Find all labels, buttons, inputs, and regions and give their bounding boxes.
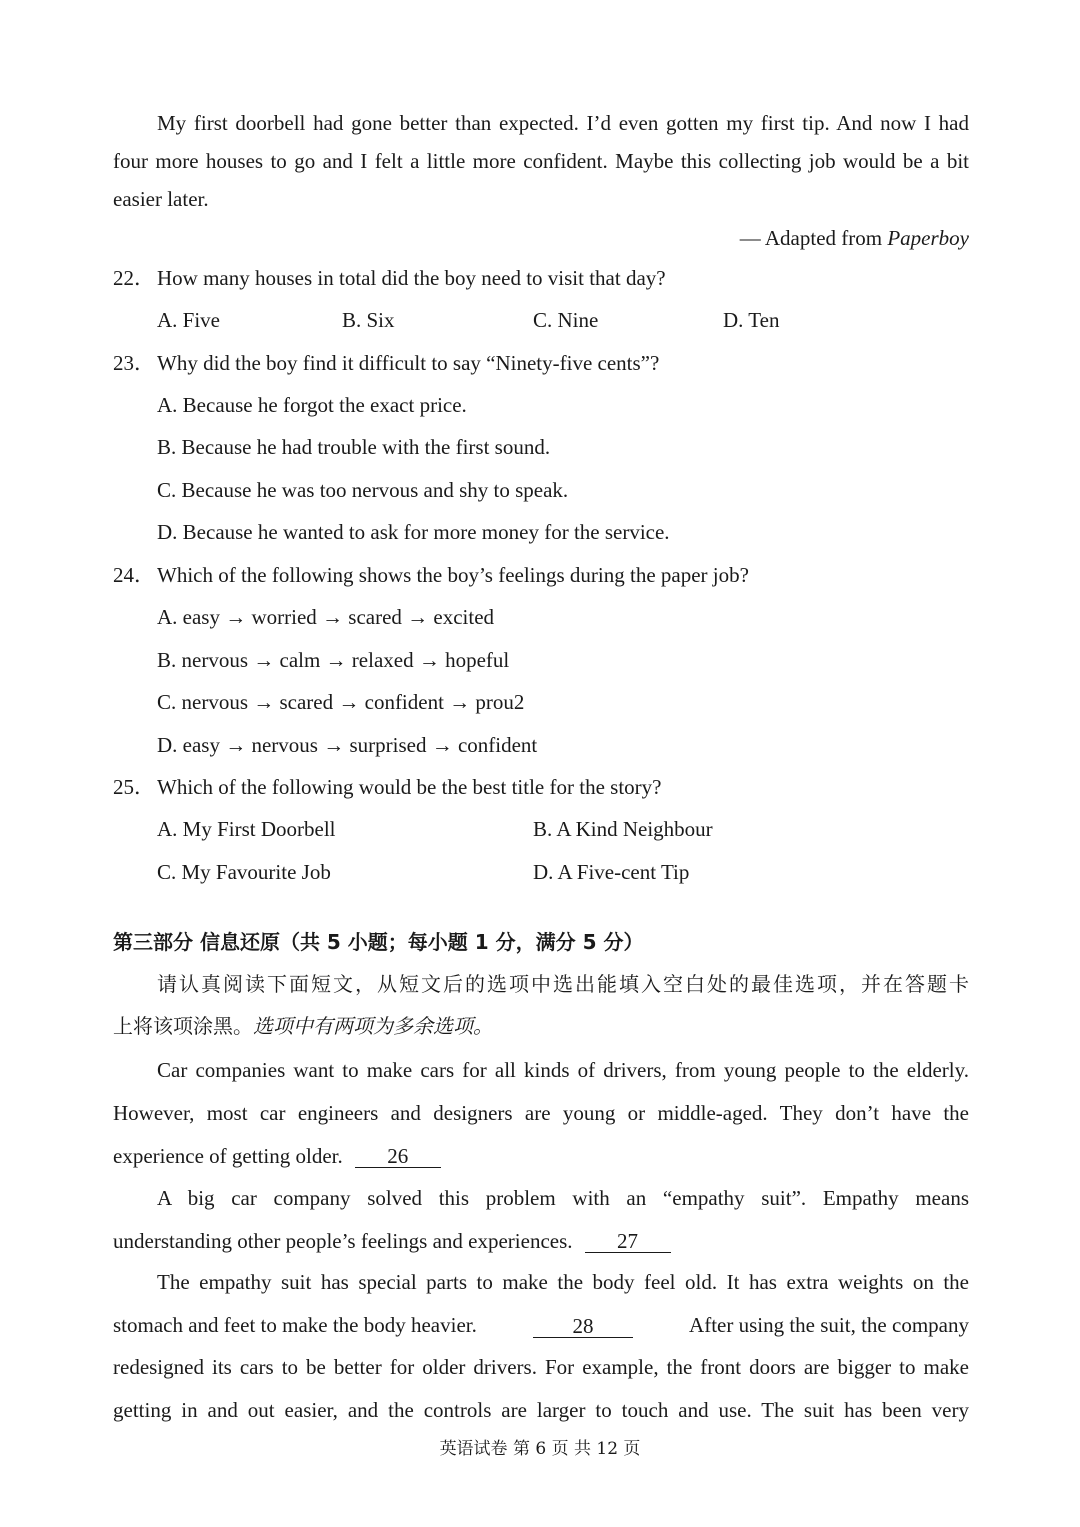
- q24-option-d[interactable]: D. easy → nervous → surprised → confident: [157, 733, 538, 757]
- section-heading: 第三部分 信息还原（共 5 小题；每小题 1 分，满分 5 分）: [113, 930, 644, 954]
- q22-option-c[interactable]: C. Nine: [533, 308, 599, 332]
- question-24: [113, 565, 969, 586]
- blank-26[interactable]: 26: [355, 1145, 441, 1168]
- question-number: 24．: [113, 563, 155, 587]
- question-23: [113, 353, 969, 374]
- question-number: 25．: [113, 775, 155, 799]
- p3-line-1: The empathy suit has special parts to make the body feel old. It has extra weights on the: [157, 1270, 969, 1294]
- p1-text: experience of getting older.: [113, 1144, 343, 1168]
- q23-option-b[interactable]: B. Because he had trouble with the first sound.: [157, 435, 551, 459]
- p1-line-2: However, most car engineers and designers are young or middle-aged. They don’t have the: [113, 1101, 969, 1125]
- q23-option-d[interactable]: D. Because he wanted to ask for more money for the service.: [157, 520, 670, 544]
- question-22: [113, 268, 969, 289]
- blank-28[interactable]: 28: [533, 1315, 633, 1338]
- q23-option-a[interactable]: A. Because he forgot the exact price.: [157, 393, 467, 417]
- p3-text-before: stomach and feet to make the body heavier.: [113, 1313, 477, 1337]
- question-text: How many houses in total did the boy need to visit that day?: [157, 266, 666, 290]
- question-25: [113, 777, 969, 798]
- q25-option-c[interactable]: C. My Favourite Job: [157, 860, 331, 884]
- q22-option-b[interactable]: B. Six: [342, 308, 395, 332]
- source-prefix: — Adapted from: [739, 226, 888, 250]
- p2-line-1: A big car company solved this problem with an “empathy suit”. Empathy means: [157, 1186, 969, 1210]
- section-instruction-line-2: [113, 1016, 969, 1036]
- source-title: Paperboy: [887, 226, 969, 250]
- q24-option-b[interactable]: B. nervous → calm → relaxed → hopeful: [157, 648, 510, 672]
- p3-text-after: After using the suit, the company: [689, 1313, 969, 1337]
- passage-line-1: My first doorbell had gone better than expected. I’d even gotten my first tip. And now I had: [157, 111, 969, 135]
- p2-line-2: [113, 1230, 969, 1253]
- section-instruction-line-1: 请认真阅读下面短文，从短文后的选项中选出能填入空白处的最佳选项，并在答题卡: [157, 972, 969, 996]
- p2-text: understanding other people’s feelings and experiences.: [113, 1229, 573, 1253]
- passage-line-3: easier later.: [113, 187, 209, 211]
- q22-option-a[interactable]: A. Five: [157, 308, 220, 332]
- q25-option-b[interactable]: B. A Kind Neighbour: [533, 817, 713, 841]
- p3-line-3: redesigned its cars to be better for older drivers. For example, the front doors are bigger to make: [113, 1355, 969, 1379]
- p3-line-2: [113, 1315, 969, 1338]
- p1-line-3: [113, 1145, 969, 1168]
- page-footer: 英语试卷 第 6 页 共 12 页: [439, 1439, 641, 1459]
- question-text: Which of the following would be the best title for the story?: [157, 775, 662, 799]
- blank-27[interactable]: 27: [585, 1230, 671, 1253]
- question-text: Which of the following shows the boy’s feelings during the paper job?: [157, 563, 749, 587]
- q23-option-c[interactable]: C. Because he was too nervous and shy to speak.: [157, 478, 569, 502]
- passage-source: [113, 228, 969, 249]
- p1-line-1: Car companies want to make cars for all kinds of drivers, from young people to the elderly.: [157, 1058, 969, 1082]
- passage-line-2: four more houses to go and I felt a little more confident. Maybe this collecting job would be a bit: [113, 149, 969, 173]
- question-number: 22．: [113, 266, 155, 290]
- q24-option-a[interactable]: A. easy → worried → scared → excited: [157, 605, 495, 629]
- q24-option-c[interactable]: C. nervous → scared → confident → prou2: [157, 690, 525, 714]
- p3-line-4: getting in and out easier, and the controls are larger to touch and use. The suit has been very: [113, 1398, 969, 1422]
- q22-option-d[interactable]: D. Ten: [723, 308, 780, 332]
- q25-option-a[interactable]: A. My First Doorbell: [157, 817, 336, 841]
- instruction-note: 选项中有两项为多余选项。: [253, 1014, 493, 1038]
- question-number: 23．: [113, 351, 155, 375]
- q25-option-d[interactable]: D. A Five-cent Tip: [533, 860, 690, 884]
- instruction-text: 上将该项涂黑。: [113, 1014, 253, 1038]
- question-text: Why did the boy find it difficult to say “Ninety-five cents”?: [157, 351, 660, 375]
